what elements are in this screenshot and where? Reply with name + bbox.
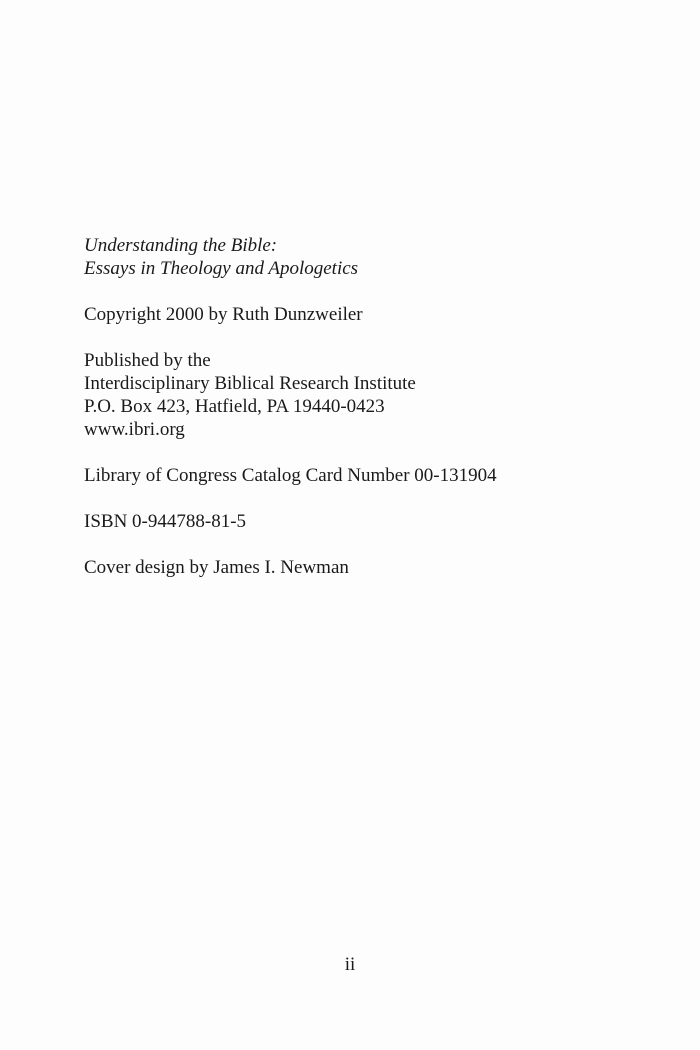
copyright-notice: Copyright 2000 by Ruth Dunzweiler (84, 304, 363, 325)
publisher-website: www.ibri.org (84, 419, 185, 440)
published-by-label: Published by the (84, 350, 211, 371)
page-number: ii (344, 954, 356, 975)
book-title-block (84, 234, 644, 280)
loc-catalog-number: Library of Congress Catalog Card Number 00-131904 (84, 465, 497, 486)
isbn-block (84, 510, 644, 533)
copyright-content (84, 234, 644, 602)
book-subtitle: Essays in Theology and Apologetics (84, 258, 359, 279)
book-title: Understanding the Bible: (84, 235, 278, 256)
cover-credit-block (84, 556, 644, 579)
copyright-notice-block (84, 303, 644, 326)
loc-block (84, 464, 644, 487)
isbn: ISBN 0-944788-81-5 (84, 511, 247, 532)
cover-design-credit: Cover design by James I. Newman (84, 557, 349, 578)
publisher-address: P.O. Box 423, Hatfield, PA 19440-0423 (84, 396, 385, 417)
publisher-block (84, 349, 644, 441)
publisher-name: Interdisciplinary Biblical Research Institute (84, 373, 416, 394)
